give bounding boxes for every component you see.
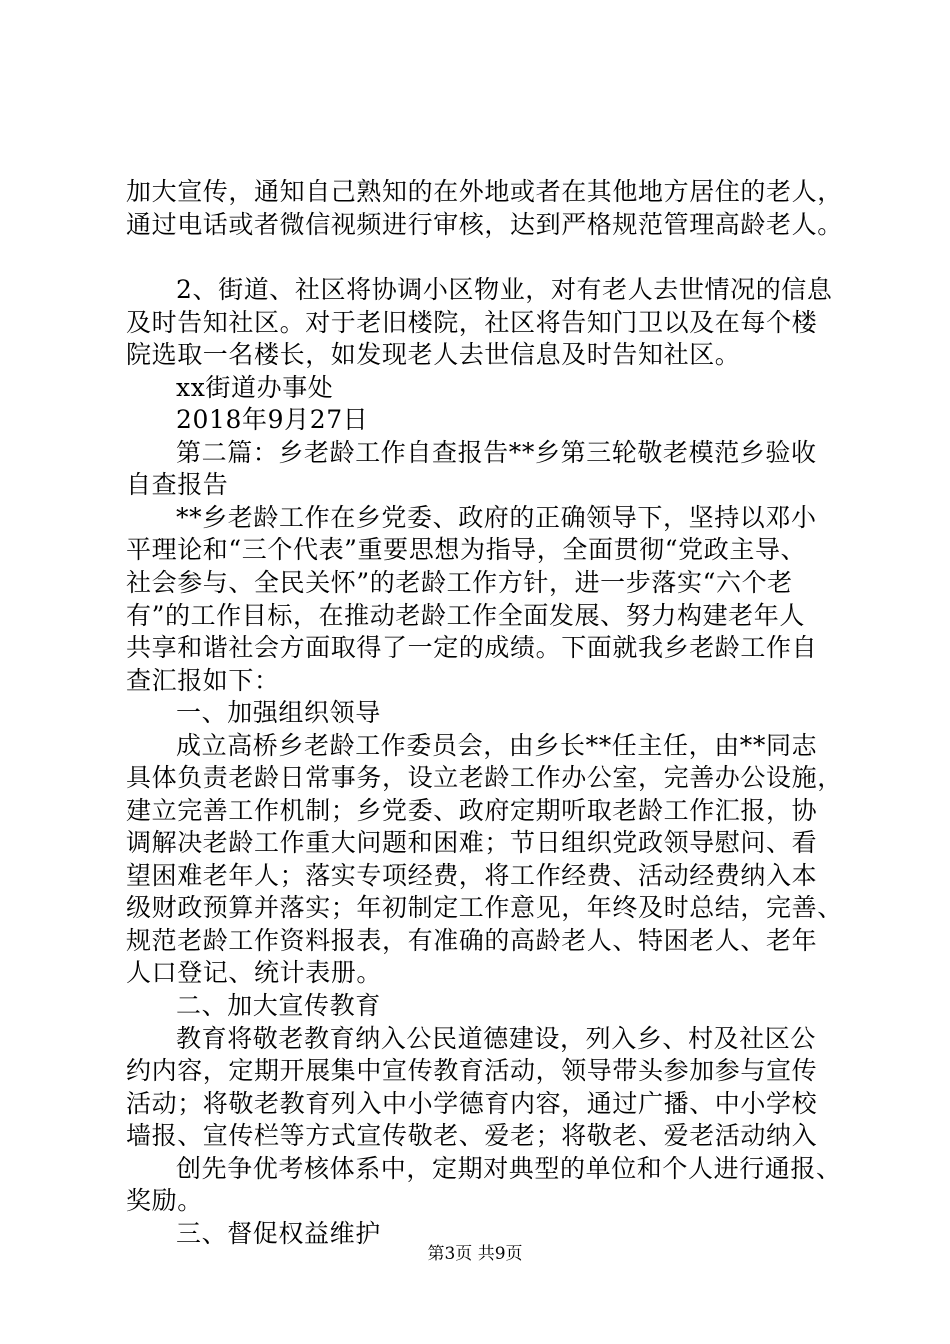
text-line: 奖励。 [126, 1186, 203, 1215]
paragraph-start-line: 成立高桥乡老龄工作委员会，由乡长**任主任，由**同志 [176, 731, 818, 760]
text-line: 墙报、宣传栏等方式宣传敬老、爱老；将敬老、爱老活动纳入 [126, 1121, 818, 1150]
text-line: 院选取一名楼长，如发现老人去世信息及时告知社区。 [126, 340, 741, 369]
text-line: 建立完善工作机制；乡党委、政府定期听取老龄工作汇报，协 [126, 796, 818, 825]
heading-2: 二、加大宣传教育 [176, 991, 381, 1020]
text-line: 具体负责老龄日常事务，设立老龄工作办公室，完善办公设施， [126, 763, 843, 792]
paragraph-start-line: 2、街道、社区将协调小区物业，对有老人去世情况的信息 [176, 275, 833, 304]
heading-1: 一、加强组织领导 [176, 698, 381, 727]
signature-date: 2018年9月27日 [176, 405, 369, 434]
text-line: 规范老龄工作资料报表，有准确的高龄老人、特困老人、老年 [126, 926, 818, 955]
text-line: 调解决老龄工作重大问题和困难；节日组织党政领导慰问、看 [126, 828, 818, 857]
text-line: 平理论和“三个代表”重要思想为指导，全面贯彻“党政主导、 [126, 535, 807, 564]
page-number-footer: 第3页 共9页 [427, 1244, 523, 1264]
text-line: 通过电话或者微信视频进行审核，达到严格规范管理高龄老人。 [126, 210, 843, 239]
paragraph-start-line: **乡老龄工作在乡党委、政府的正确领导下，坚持以邓小 [176, 503, 817, 532]
text-line: 望困难老年人；落实专项经费，将工作经费、活动经费纳入本 [126, 861, 818, 890]
text-line: 查汇报如下： [126, 666, 280, 695]
section-title-line: 第二篇：乡老龄工作自查报告**乡第三轮敬老模范乡验收 [176, 438, 817, 467]
text-line: 及时告知社区。对于老旧楼院，社区将告知门卫以及在每个楼 [126, 308, 818, 337]
text-line: 创先争优考核体系中，定期对典型的单位和个人进行通报、 [176, 1154, 842, 1183]
text-line: 级财政预算并落实；年初制定工作意见，年终及时总结，完善、 [126, 893, 843, 922]
text-line: 约内容，定期开展集中宣传教育活动，领导带头参加参与宣传 [126, 1056, 818, 1085]
text-line: 共享和谐社会方面取得了一定的成绩。下面就我乡老龄工作自 [126, 633, 818, 662]
paragraph-start-line: 教育将敬老教育纳入公民道德建设，列入乡、村及社区公 [176, 1024, 817, 1053]
section-title-line: 自查报告 [126, 470, 229, 499]
heading-3: 三、督促权益维护 [176, 1219, 381, 1248]
text-line: 有”的工作目标，在推动老龄工作全面发展、努力构建老年人 [126, 601, 805, 630]
text-line: 活动；将敬老教育列入中小学德育内容，通过广播、中小学校 [126, 1089, 818, 1118]
text-line: 社会参与、全民关怀”的老龄工作方针，进一步落实“六个老 [126, 568, 793, 597]
signature-office: xx街道办事处 [176, 373, 334, 402]
text-line: 加大宣传，通知自己熟知的在外地或者在其他地方居住的老人， [126, 177, 843, 206]
text-line: 人口登记、统计表册。 [126, 958, 383, 987]
